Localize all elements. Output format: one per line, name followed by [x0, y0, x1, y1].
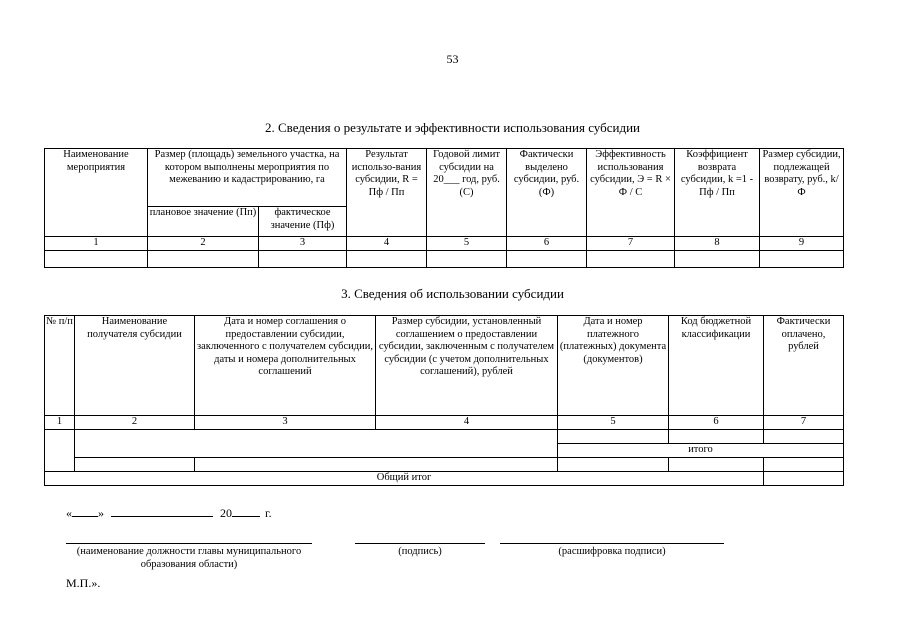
header-actual-value: фактическое значение (Пф) — [259, 207, 347, 237]
table-row — [45, 457, 844, 471]
col-number: 7 — [764, 416, 844, 430]
col-number: 4 — [347, 237, 427, 251]
results-table — [44, 148, 844, 268]
col-number: 6 — [669, 416, 764, 430]
col-number: 3 — [195, 416, 376, 430]
section3-title: 3. Сведения об использовании субсидии — [341, 286, 564, 301]
table-row — [45, 250, 844, 267]
decode-line — [500, 543, 724, 544]
decode-label: (расшифровка подписи) — [558, 546, 666, 557]
header-land-area: Размер (площадь) земельного участка, на котором выполнены мероприятия по межеванию и кадастрированию, га — [148, 149, 347, 207]
header-result: Результат использо-вания субсидии, R = Пф / Пп — [347, 149, 427, 237]
col-number: 5 — [427, 237, 507, 251]
total-label: Общий итог — [45, 471, 764, 485]
col-number: 9 — [760, 237, 844, 251]
header-return-amount: Размер субсидии, подлежащей возврату, руб., k/ Ф — [760, 149, 844, 237]
col-number: 1 — [45, 237, 148, 251]
header-subsidy-size: Размер субсидии, установленный соглашением о предоставлении субсидии, заключенным с получателем субсидии (с учетом дополнительных соглашений), рублей — [376, 316, 558, 416]
col-number: 5 — [558, 416, 669, 430]
subtotal-label: итого — [558, 443, 844, 457]
header-row-number: № п/п — [45, 316, 75, 416]
header-paid: Фактически оплачено, рублей — [764, 316, 844, 416]
position-line — [66, 543, 312, 544]
stamp-mark: М.П.». — [66, 576, 101, 590]
date-line: « » 20 г. — [66, 506, 272, 520]
table-row — [45, 429, 844, 443]
position-label: (наименование должности главы муниципального образования области) — [76, 546, 302, 570]
header-payment-doc: Дата и номер платежного (платежных) документа (документов) — [558, 316, 669, 416]
header-planned-value: плановое значение (Пп) — [148, 207, 259, 237]
header-agreement: Дата и номер соглашения о предоставлении субсидии, заключенного с получателем субсидии, даты и номера дополнительных соглашений — [195, 316, 376, 416]
section2-title: 2. Сведения о результате и эффективности использования субсидии — [264, 120, 640, 135]
col-number: 1 — [45, 416, 75, 430]
header-activity-name: Наименование мероприятия — [45, 149, 148, 237]
col-number: 2 — [148, 237, 259, 251]
col-number: 8 — [675, 237, 760, 251]
header-recipient: Наименование получателя субсидии — [75, 316, 195, 416]
header-budget-code: Код бюджетной классификации — [669, 316, 764, 416]
header-efficiency: Эффективность использования субсидии, Э = R × Ф / С — [587, 149, 675, 237]
col-number: 4 — [376, 416, 558, 430]
signature-label: (подпись) — [398, 546, 442, 557]
usage-table — [44, 315, 844, 486]
header-return-coef: Коэффициент возврата субсидии, k =1 - Пф / Пп — [675, 149, 760, 237]
page-number: 53 — [446, 52, 459, 66]
col-number: 3 — [259, 237, 347, 251]
header-allocated: Фактически выделено субсидии, руб. (Ф) — [507, 149, 587, 237]
signature-line — [355, 543, 485, 544]
total-row — [45, 471, 844, 485]
col-number: 7 — [587, 237, 675, 251]
header-annual-limit: Годовой лимит субсидии на 20___ год, руб. (С) — [427, 149, 507, 237]
col-number: 6 — [507, 237, 587, 251]
col-number: 2 — [75, 416, 195, 430]
